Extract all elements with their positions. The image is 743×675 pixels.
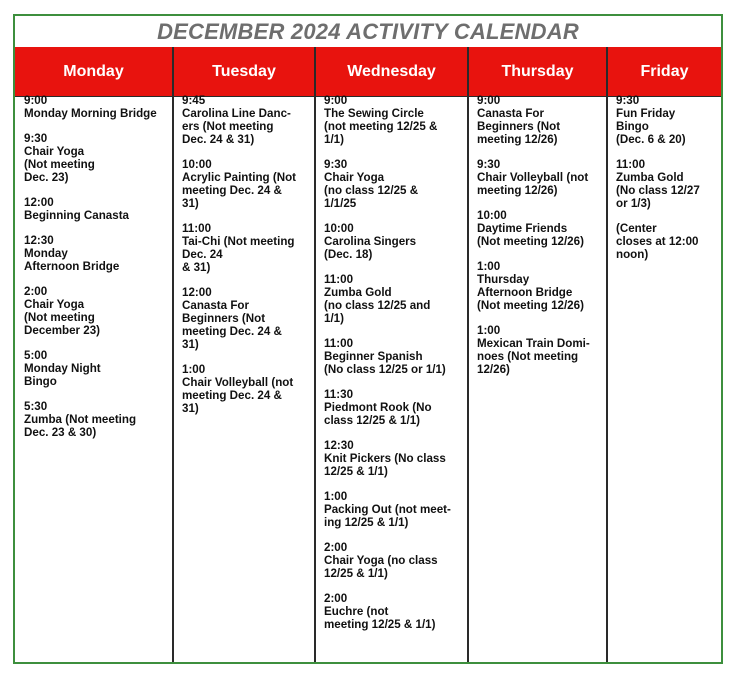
activity-entry	[182, 158, 312, 210]
activity-time: 9:30	[24, 132, 48, 145]
activity-time: 11:00	[324, 337, 354, 350]
activity-entry	[324, 490, 465, 529]
activity-entry	[324, 439, 465, 478]
activity-text: Beginner Spanish (No class 12/25 or 1/1)	[324, 350, 446, 376]
activity-entry	[477, 209, 604, 248]
activity-text: Beginning Canasta	[24, 209, 130, 222]
activity-time: 2:00	[324, 592, 348, 605]
activity-time: 1:00	[182, 363, 206, 376]
activity-time: 11:00	[616, 158, 646, 171]
activity-text: Acrylic Painting (Not meeting Dec. 24 & 31)	[182, 171, 297, 210]
activity-text: Chair Yoga (Not meeting December 23)	[24, 298, 101, 337]
activity-text: Carolina Line Danc- ers (Not meeting Dec. 24 & 31)	[182, 107, 291, 146]
activity-text: Knit Pickers (No class 12/25 & 1/1)	[324, 452, 446, 478]
activity-entry	[324, 592, 465, 631]
activity-text: Canasta For Beginners (Not meeting Dec. 24 & 31)	[182, 299, 282, 351]
activity-time: 9:30	[616, 94, 640, 107]
activity-time: 1:00	[477, 260, 501, 273]
day-header-monday: Monday	[63, 63, 124, 80]
activity-entry	[182, 94, 312, 146]
activity-time: 12:00	[182, 286, 212, 299]
activity-entry	[324, 337, 465, 376]
activity-entry	[182, 363, 312, 415]
activity-text: Monday Afternoon Bridge	[24, 247, 120, 273]
activity-entry	[24, 400, 169, 439]
day-header-friday: Friday	[640, 63, 689, 80]
activity-time: 9:00	[477, 94, 501, 107]
day-header-tuesday: Tuesday	[212, 63, 276, 80]
activity-text: Chair Yoga (no class 12/25 & 1/1/25	[324, 171, 419, 210]
closing-note	[616, 222, 721, 261]
day-header-row	[15, 47, 721, 96]
activity-entry	[24, 132, 169, 184]
activity-entry	[324, 158, 465, 210]
activity-time: 12:00	[24, 196, 54, 209]
activity-text: (Center closes at 12:00 noon)	[616, 222, 699, 261]
activity-text: Chair Yoga (Not meeting Dec. 23)	[24, 145, 95, 184]
activity-text: Chair Yoga (no class 12/25 & 1/1)	[324, 554, 438, 580]
activity-time: 12:30	[324, 439, 354, 452]
activity-text: Tai-Chi (Not meeting Dec. 24 & 31)	[182, 235, 295, 274]
activity-entry	[477, 158, 604, 197]
tuesday-column	[182, 94, 312, 427]
activity-text: Daytime Friends (Not meeting 12/26)	[477, 222, 584, 248]
activity-text: The Sewing Circle (not meeting 12/25 & 1/1)	[324, 107, 438, 146]
activity-time: 2:00	[24, 285, 48, 298]
thursday-column	[477, 94, 604, 388]
activity-entry	[616, 158, 721, 210]
activity-time: 1:00	[324, 490, 348, 503]
activity-entry	[324, 273, 465, 325]
activity-text: Thursday Afternoon Bridge (Not meeting 12/26)	[477, 273, 584, 312]
activity-text: Piedmont Rook (No class 12/25 & 1/1)	[324, 401, 432, 427]
activity-time: 9:30	[477, 158, 501, 171]
activity-entry	[24, 285, 169, 337]
activity-time: 9:00	[24, 94, 48, 107]
activity-text: Packing Out (not meet- ing 12/25 & 1/1)	[324, 503, 451, 529]
activity-entry	[24, 196, 169, 222]
activity-entry	[324, 222, 465, 261]
activity-entry	[24, 234, 169, 273]
column-divider	[172, 47, 174, 662]
monday-column	[24, 94, 169, 451]
day-header-wednesday: Wednesday	[347, 63, 436, 80]
activity-text: Mexican Train Domi- noes (Not meeting 12/26)	[477, 337, 590, 376]
activity-entry	[477, 324, 604, 376]
activity-time: 11:30	[324, 388, 354, 401]
activity-time: 11:00	[324, 273, 354, 286]
calendar-title: DECEMBER 2024 ACTIVITY CALENDAR	[157, 19, 579, 44]
activity-time: 10:00	[324, 222, 354, 235]
activity-time: 5:30	[24, 400, 48, 413]
activity-time: 12:30	[24, 234, 54, 247]
activity-time: 11:00	[182, 222, 212, 235]
activity-entry	[182, 222, 312, 274]
activity-time: 10:00	[477, 209, 507, 222]
activity-text: Carolina Singers (Dec. 18)	[324, 235, 417, 261]
activity-entry	[477, 260, 604, 312]
activity-text: Chair Volleyball (not meeting 12/26)	[477, 171, 589, 197]
column-divider	[467, 47, 469, 662]
activity-text: Zumba Gold (No class 12/27 or 1/3)	[616, 171, 700, 210]
activity-entry	[182, 286, 312, 351]
column-divider	[314, 47, 316, 662]
activity-text: Canasta For Beginners (Not meeting 12/26)	[477, 107, 561, 146]
activity-time: 9:00	[324, 94, 348, 107]
column-divider	[606, 47, 608, 662]
activity-text: Zumba (Not meeting Dec. 23 & 30)	[24, 413, 137, 439]
activity-time: 9:30	[324, 158, 348, 171]
activity-text: Fun Friday Bingo (Dec. 6 & 20)	[616, 107, 686, 146]
activity-text: Zumba Gold (no class 12/25 and 1/1)	[324, 286, 431, 325]
activity-time: 10:00	[182, 158, 212, 171]
activity-entry	[616, 94, 721, 146]
activity-time: 2:00	[324, 541, 348, 554]
activity-entry	[324, 94, 465, 146]
activity-entry	[324, 388, 465, 427]
day-header-thursday: Thursday	[501, 63, 574, 80]
activity-text: Monday Morning Bridge	[24, 107, 157, 120]
activity-time: 1:00	[477, 324, 501, 337]
wednesday-column	[324, 94, 465, 643]
activity-text: Monday Night Bingo	[24, 362, 101, 388]
activity-entry	[24, 349, 169, 388]
activity-time: 5:00	[24, 349, 48, 362]
activity-text: Euchre (not meeting 12/25 & 1/1)	[324, 605, 436, 631]
activity-text: Chair Volleyball (not meeting Dec. 24 & 31)	[182, 376, 294, 415]
calendar-frame	[13, 14, 723, 664]
activity-entry	[24, 94, 169, 120]
activity-entry	[477, 94, 604, 146]
activity-time: 9:45	[182, 94, 206, 107]
activity-entry	[324, 541, 465, 580]
friday-column	[616, 94, 721, 273]
